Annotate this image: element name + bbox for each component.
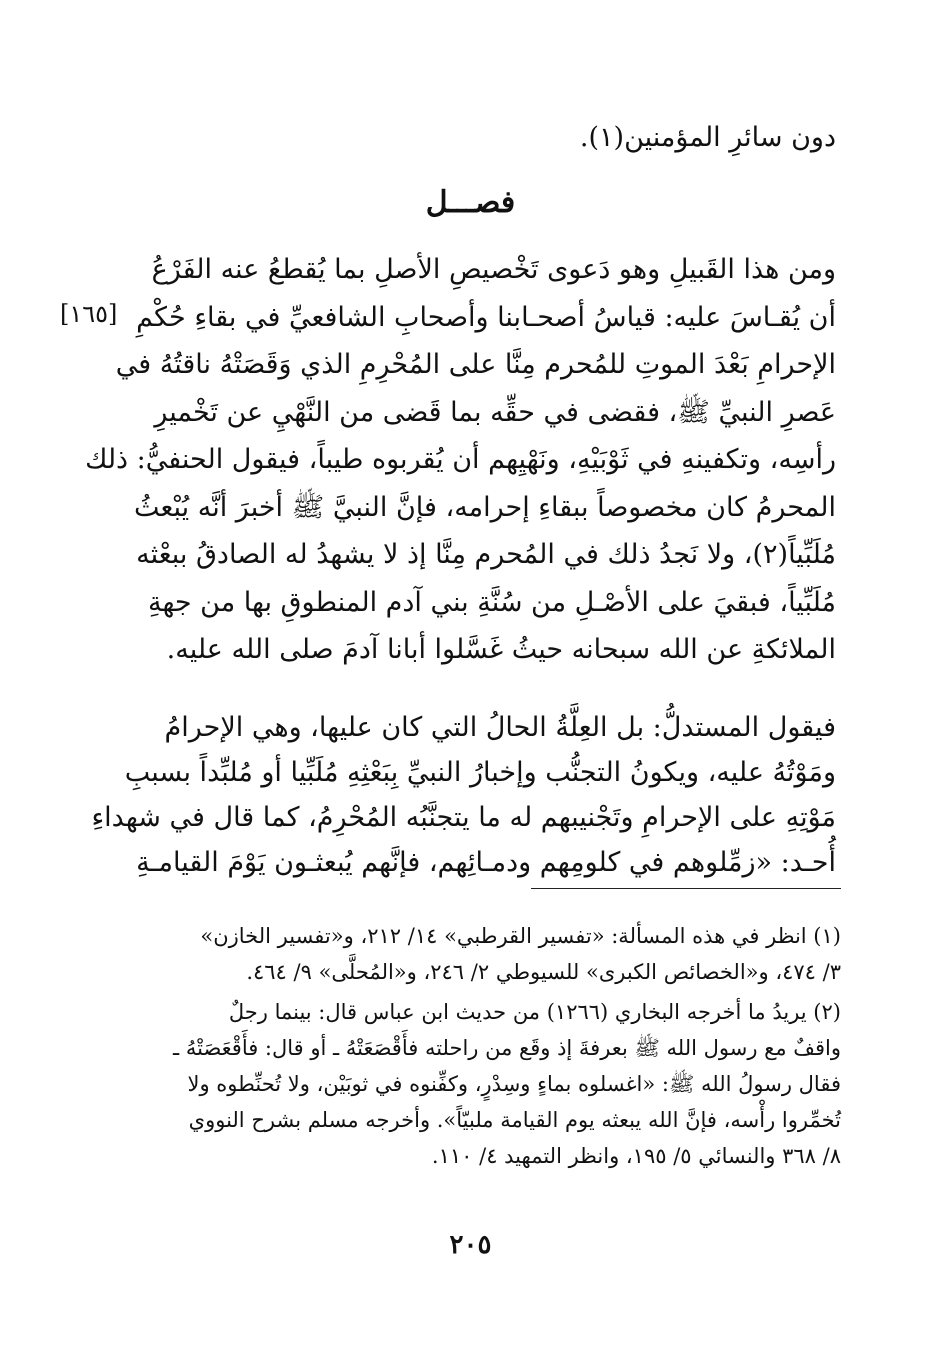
page-number: ٢٠٥ <box>449 1230 492 1260</box>
footnote-1 <box>101 918 841 990</box>
text-line: أن يُقـاسَ عليه: قياسُ أصحـابنا وأصحابِ الشافعيِّ في بقاءِ حُكْمِ <box>136 301 836 333</box>
text-line: رأسِه، وتكفينهِ في ثَوْبَيْهِ، ونَهْيِهم أن يُقربوه طيباً، فيقول الحنفيُّ: ذلك <box>85 444 836 475</box>
footnote-line: واقفٌ مع رسول الله ﷺ بعرفةَ إذ وقَع من راحلته فأَقْصَعَتْهُ ـ أو قال: فأَقْعَصَتْهُ ـ <box>173 1036 841 1060</box>
footnote-2 <box>101 994 841 1174</box>
text-line: الإحرامِ بَعْدَ الموتِ للمُحرم مِنَّا على المُحْرِمِ الذي وَقَصَتْهُ ناقتُهُ في <box>115 349 836 380</box>
text-line: المحرمُ كان مخصوصاً ببقاءِ إحرامه، فإنَّ النبيَّ ﷺ أخبرَ أنَّه يُبْعثُ <box>133 491 836 523</box>
text-line: أُحـد: «زمِّلوهم في كلومِهم ودمـائِهم، فإنَّهم يُبعثـون يَوْمَ القيامـةِ <box>136 847 836 878</box>
text-line: ومَوْتُهُ عليه، ويكونُ التجنُّب وإخبارُ النبيِّ بِبَعْثِهِ مُلَبِّيا أو مُلبِّداً بسببِ <box>124 757 836 788</box>
text-line: مَوْتِهِ على الإحرامِ وتَجْنيبهم له ما يتجنَّبُه المُحْرِمُ، كما قال في شهداءِ <box>91 802 836 833</box>
footnote-line: ٣/ ٤٧٤، و«الخصائص الكبرى» للسيوطي ٢/ ٢٤٦، و«المُحلَّى» ٩/ ٤٦٤. <box>246 960 841 984</box>
text-line: الملائكةِ عن الله سبحانه حيثُ غَسَّلوا أبانا آدمَ صلى الله عليه. <box>166 634 836 665</box>
footnote-line: تُخمِّروا رأْسه، فإنَّ الله يبعثه يوم القيامة ملبيّاً». وأخرجه مسلم بشرح النووي <box>188 1108 841 1132</box>
footnote-line: ٨/ ٣٦٨ والنسائي ٥/ ١٩٥، وانظر التمهيد ٤/ ١١٠. <box>431 1144 841 1168</box>
paragraph-2 <box>91 705 836 885</box>
footnote-line: (١) انظر في هذه المسألة: «تفسير القرطبي» ١٤/ ٢١٢، و«تفسير الخازن» <box>200 924 841 948</box>
margin-reference-number: [١٦٥] <box>60 300 118 328</box>
footnote-line: فقال رسولُ الله ﷺ: «اغسلوه بماءٍ وسِدْرٍ، وكفِّنوه في ثوبَيْن، ولا تُحنِّطوه ولا <box>187 1072 841 1096</box>
footnotes <box>101 918 841 1178</box>
footnote-divider <box>531 888 841 889</box>
section-heading: فصـــل <box>425 185 516 220</box>
text-line: مُلَبِّياً، فبقيَ على الأصْـلِ من سُنَّةِ بني آدم المنطوقِ بها من جهةِ <box>147 586 836 618</box>
text-line: فيقول المستدلُّ: بل العِلَّةُ الحالُ التي كان عليها، وهي الإحرامُ <box>164 712 836 743</box>
footnote-line: (٢) يريدُ ما أخرجه البخاري (١٢٦٦) من حديث ابن عباس قال: بينما رجلٌ <box>228 1000 841 1024</box>
text-line: مُلَبِّياً(٢)، ولا نَجدُ ذلك في المُحرم مِنَّا إذ لا يشهدُ له الصادقُ ببعْثه <box>136 539 836 570</box>
intro-text <box>166 118 836 158</box>
text-line: عَصرِ النبيِّ ﷺ، فقضى في حقِّه بما قَضى من النَّهْيِ عن تَخْميرِ <box>154 396 836 428</box>
text-line: دون سائرِ المؤمنين(١). <box>579 122 836 153</box>
text-line: ومن هذا القَبيلِ وهو دَعوى تَخْصيصِ الأصلِ بما يُقطعُ عنه الفَرْعُ <box>151 254 836 285</box>
